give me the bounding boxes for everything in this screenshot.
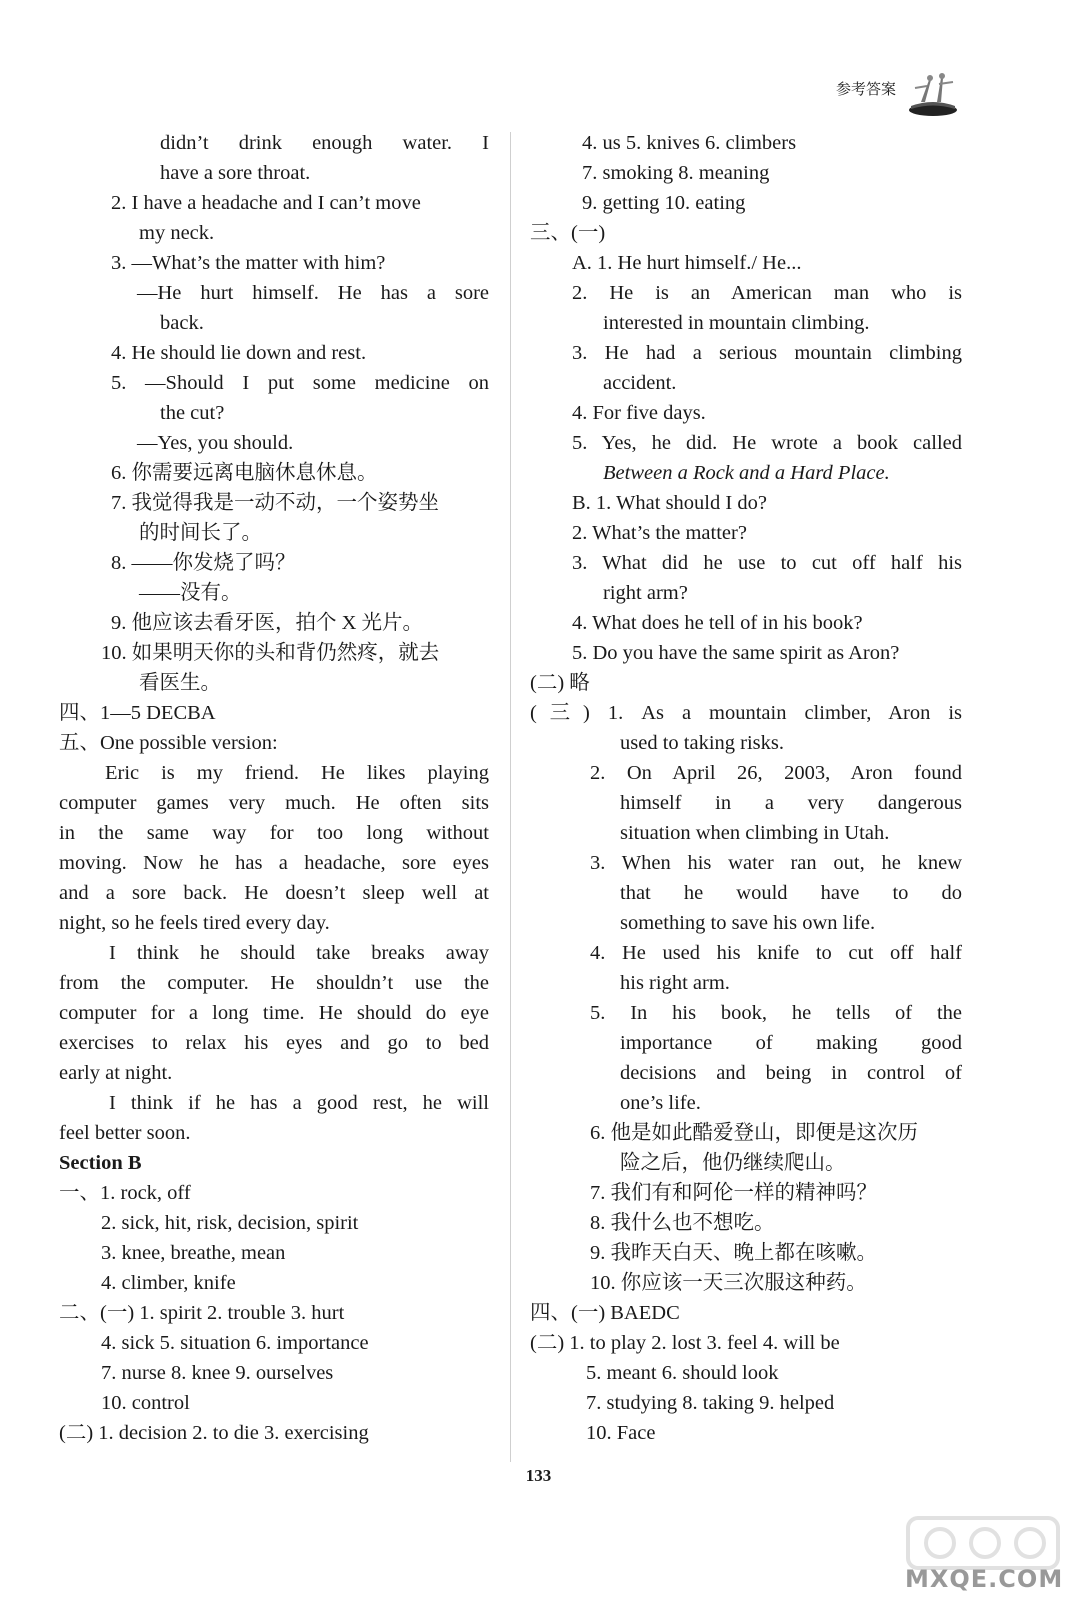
answer-line: —He hurt himself. He has a sore bbox=[137, 282, 489, 304]
answer-line: 3. He had a serious mountain climbing bbox=[572, 342, 962, 364]
answer-line: 7. studying 8. taking 9. helped bbox=[586, 1392, 835, 1414]
answer-line: his right arm. bbox=[620, 972, 730, 994]
answer-line: 4. For five days. bbox=[572, 402, 706, 424]
answer-line: exercises to relax his eyes and go to bed bbox=[59, 1032, 489, 1054]
answer-line: Section B bbox=[59, 1152, 142, 1174]
watermark: MXQE.COM bbox=[905, 1565, 1064, 1593]
answer-line: early at night. bbox=[59, 1062, 173, 1084]
answer-line: 7. nurse 8. knee 9. ourselves bbox=[101, 1362, 334, 1384]
answer-line: 一、1. rock, off bbox=[59, 1182, 191, 1204]
answer-line: A. 1. He hurt himself./ He... bbox=[572, 252, 802, 274]
answer-line: 8. ——你发烧了吗？ bbox=[111, 552, 296, 574]
answer-line: decisions and being in control of bbox=[620, 1062, 962, 1084]
answer-line: Between a Rock and a Hard Place. bbox=[603, 462, 890, 484]
answer-line: B. 1. What should I do? bbox=[572, 492, 767, 514]
answer-line: I think he should take breaks away bbox=[109, 942, 489, 964]
answer-line: (二) 1. to play 2. lost 3. feel 4. will be bbox=[530, 1332, 840, 1354]
answer-line: ——没有。 bbox=[139, 582, 242, 604]
answer-line: 5. —Should I put some medicine on bbox=[111, 372, 489, 394]
answer-line: back. bbox=[160, 312, 204, 334]
answer-line: 9. 我昨天白天、晚上都在咳嗽。 bbox=[590, 1242, 877, 1264]
answer-line: 四、(一) BAEDC bbox=[530, 1302, 680, 1324]
answer-line: 二、(一) 1. spirit 2. trouble 3. hurt bbox=[59, 1302, 345, 1324]
answer-line: 3. knee, breathe, mean bbox=[101, 1242, 286, 1264]
answer-line: (二) 1. decision 2. to die 3. exercising bbox=[59, 1422, 369, 1444]
answer-line: 8. 我什么也不想吃。 bbox=[590, 1212, 775, 1234]
answer-line: 2. I have a headache and I can’t move bbox=[111, 192, 421, 214]
answer-line: 3. —What’s the matter with him? bbox=[111, 252, 386, 274]
book-logo-icon bbox=[907, 72, 959, 118]
answer-line: 10. control bbox=[101, 1392, 190, 1414]
answer-line: 5. Yes, he did. He wrote a book called bbox=[572, 432, 962, 454]
answer-line: something to save his own life. bbox=[620, 912, 876, 934]
answer-line: 10. Face bbox=[586, 1422, 656, 1444]
page-number: 133 bbox=[525, 1466, 552, 1485]
answer-line: moving. Now he has a headache, sore eyes bbox=[59, 852, 489, 874]
answer-line: 2. On April 26, 2003, Aron found bbox=[590, 762, 962, 784]
answer-line: 4. What does he tell of in his book? bbox=[572, 612, 863, 634]
answer-line: that he would have to do bbox=[620, 882, 962, 904]
answer-line: 的时间长了。 bbox=[139, 522, 262, 544]
answer-line: 四、1—5 DECBA bbox=[59, 702, 216, 724]
answer-line: 9. 他应该去看牙医，拍个 X 光片。 bbox=[111, 612, 424, 634]
answer-line: 10. 你应该一天三次服这种药。 bbox=[590, 1272, 867, 1294]
answer-line: one’s life. bbox=[620, 1092, 701, 1114]
answer-line: the cut? bbox=[160, 402, 225, 424]
answer-line: 三、(一) bbox=[530, 222, 606, 244]
answer-line: 7. smoking 8. meaning bbox=[582, 162, 770, 184]
answer-line: 3. What did he use to cut off half his bbox=[572, 552, 962, 574]
answer-line: 7. 我觉得我是一动不动，一个姿势坐 bbox=[111, 492, 439, 514]
answer-line: 2. What’s the matter? bbox=[572, 522, 747, 544]
answer-line: 5. meant 6. should look bbox=[586, 1362, 779, 1384]
answer-line: interested in mountain climbing. bbox=[603, 312, 870, 334]
answer-line: 2. sick, hit, risk, decision, spirit bbox=[101, 1212, 359, 1234]
answer-line: right arm? bbox=[603, 582, 688, 604]
answer-line: (二) 略 bbox=[530, 672, 590, 694]
answer-line: computer for a long time. He should do eye bbox=[59, 1002, 489, 1024]
answer-line: 5. Do you have the same spirit as Aron? bbox=[572, 642, 900, 664]
answer-line: 5. In his book, he tells of the bbox=[590, 1002, 962, 1024]
answer-line: 7. 我们有和阿伦一样的精神吗？ bbox=[590, 1182, 877, 1204]
answer-line: from the computer. He shouldn’t use the bbox=[59, 972, 489, 994]
answer-line: importance of making good bbox=[620, 1032, 962, 1054]
answer-line: computer games very much. He often sits bbox=[59, 792, 489, 814]
answer-line: 4. He should lie down and rest. bbox=[111, 342, 367, 364]
answer-line: used to taking risks. bbox=[620, 732, 784, 754]
answer-line: 险之后，他仍继续爬山。 bbox=[620, 1152, 846, 1174]
answer-line: accident. bbox=[603, 372, 677, 394]
answer-line: feel better soon. bbox=[59, 1122, 191, 1144]
answer-line: I think if he has a good rest, he will bbox=[109, 1092, 489, 1114]
left-column bbox=[59, 128, 489, 1448]
column-divider bbox=[510, 132, 511, 1462]
answer-line: (三) 1. As a mountain climber, Aron is bbox=[530, 702, 962, 724]
answer-line: 10. 如果明天你的头和背仍然疼，就去 bbox=[101, 642, 440, 664]
answer-line: didn’t drink enough water. I bbox=[160, 132, 489, 154]
answer-line: 4. He used his knife to cut off half bbox=[590, 942, 962, 964]
answer-line: 6. 他是如此酷爱登山，即便是这次历 bbox=[590, 1122, 918, 1144]
answer-line: 9. getting 10. eating bbox=[582, 192, 746, 214]
answer-line: night, so he feels tired every day. bbox=[59, 912, 330, 934]
answer-line: —Yes, you should. bbox=[137, 432, 294, 454]
answer-line: situation when climbing in Utah. bbox=[620, 822, 890, 844]
answer-line: himself in a very dangerous bbox=[620, 792, 962, 814]
answer-line: 4. us 5. knives 6. climbers bbox=[582, 132, 797, 154]
answer-line: 6. 你需要远离电脑休息休息。 bbox=[111, 462, 378, 484]
answer-line: 4. sick 5. situation 6. importance bbox=[101, 1332, 369, 1354]
answer-line: 3. When his water ran out, he knew bbox=[590, 852, 962, 874]
answer-line: 五、One possible version: bbox=[59, 732, 278, 754]
right-column bbox=[530, 128, 962, 1448]
answer-line: my neck. bbox=[139, 222, 215, 244]
running-header: 参考答案 bbox=[836, 80, 897, 98]
answer-line: 4. climber, knife bbox=[101, 1272, 236, 1294]
answer-line: 2. He is an American man who is bbox=[572, 282, 962, 304]
answer-line: have a sore throat. bbox=[160, 162, 311, 184]
answer-line: and a sore back. He doesn’t sleep well at bbox=[59, 882, 489, 904]
answer-line: 看医生。 bbox=[139, 672, 221, 694]
answer-line: in the same way for too long without bbox=[59, 822, 489, 844]
answer-line: Eric is my friend. He likes playing bbox=[105, 762, 489, 784]
